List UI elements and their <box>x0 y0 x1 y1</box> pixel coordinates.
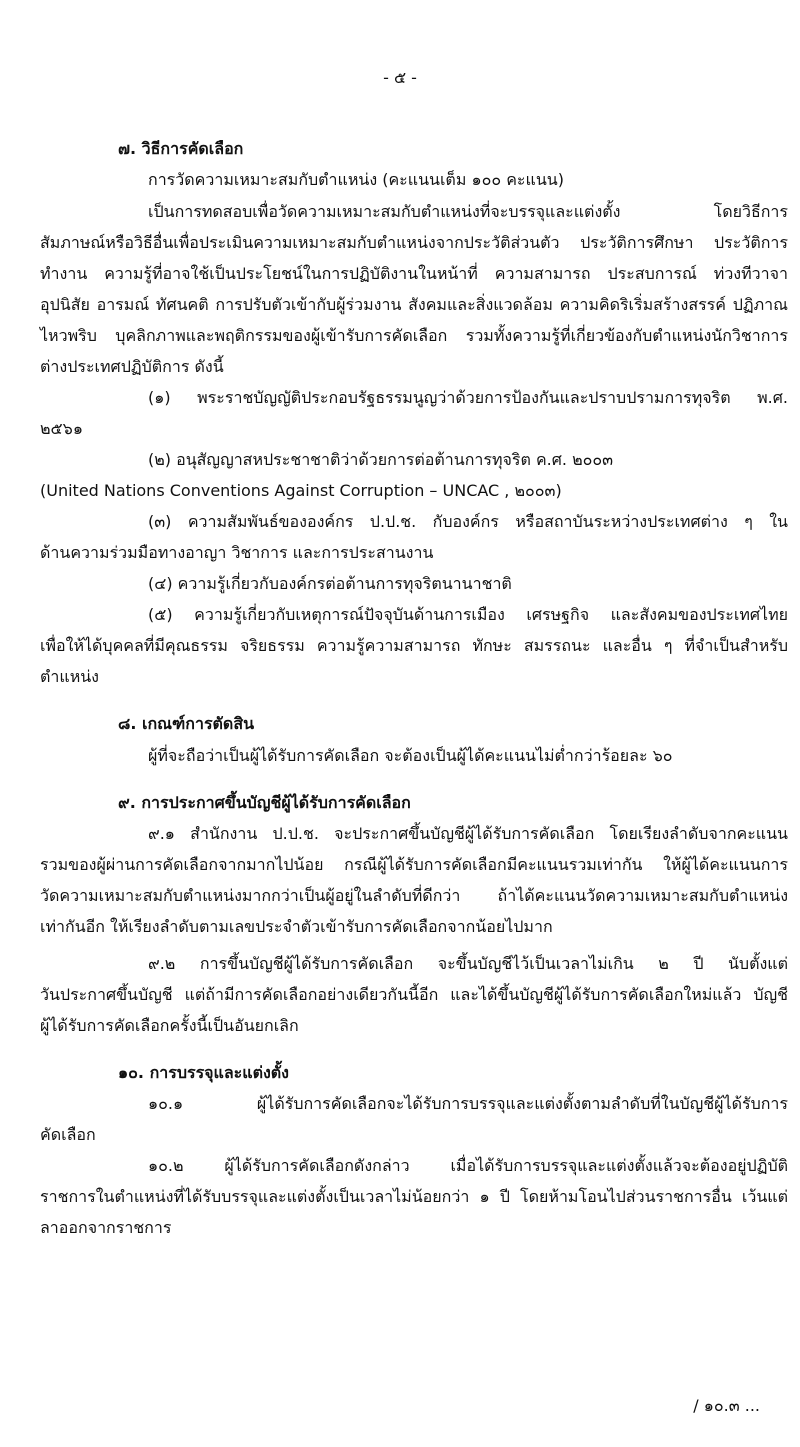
paragraph-line: ราชการในตำแหน่งที่ได้รับบรรจุและแต่งตั้งเป็นเวลาไม่น้อยกว่า ๑ ปี โดยห้ามโอนไปส่วนราชการอื่น เว้นแต่ <box>40 1187 788 1206</box>
paragraph-line: ลาออกจากราชการ <box>40 1218 172 1237</box>
list-item-3-cont: ด้านความร่วมมือทางอาญา วิชาการ และการประสานงาน <box>40 543 434 562</box>
section-10-heading: ๑๐. การบรรจุและแต่งตั้ง <box>118 1063 289 1082</box>
paragraph-line: ๑๐.๒ ผู้ได้รับการคัดเลือกดังกล่าว เมื่อได้รับการบรรจุและแต่งตั้งแล้วจะต้องอยู่ปฏิบัติ <box>148 1156 788 1175</box>
paragraph-line: คัดเลือก <box>40 1125 96 1144</box>
continuation-marker: / ๑๐.๓ ... <box>693 1396 760 1415</box>
section-7-subheading: การวัดความเหมาะสมกับตำแหน่ง (คะแนนเต็ม ๑๐๐ คะแนน) <box>148 170 564 189</box>
list-item-2-cont: (United Nations Conventions Against Corruption – UNCAC , ๒๐๐๓) <box>40 481 562 500</box>
paragraph-line: รวมของผู้ผ่านการคัดเลือกจากมากไปน้อย กรณีผู้ได้รับการคัดเลือกมีคะแนนรวมเท่ากัน ให้ผู้ได้คะแนนการ <box>40 855 788 874</box>
paragraph-line: ๙.๒ การขึ้นบัญชีผู้ได้รับการคัดเลือก จะขึ้นบัญชีไว้เป็นเวลาไม่เกิน ๒ ปี นับตั้งแต่ <box>148 954 788 973</box>
list-item-5-cont: ตำแหน่ง <box>40 667 99 686</box>
paragraph-line: ๑๐.๑ ผู้ได้รับการคัดเลือกจะได้รับการบรรจุและแต่งตั้งตามลำดับที่ในบัญชีผู้ได้รับการ <box>148 1094 788 1113</box>
paragraph-line: ทำงาน ความรู้ที่อาจใช้เป็นประโยชน์ในการปฏิบัติงานในหน้าที่ ความสามารถ ประสบการณ์ ท่วงทีวาจา <box>40 264 788 283</box>
paragraph-line: วัดความเหมาะสมกับตำแหน่งมากกว่าเป็นผู้อยู่ในลำดับที่ดีกว่า ถ้าได้คะแนนวัดความเหมาะสมกับตำแหน่ง <box>40 886 788 905</box>
list-item-5-cont: เพื่อให้ได้บุคคลที่มีคุณธรรม จริยธรรม ความรู้ความสามารถ ทักษะ สมรรถนะ และอื่น ๆ ที่จำเป็นสำหรับ <box>40 636 788 655</box>
section-8-text: ผู้ที่จะถือว่าเป็นผู้ได้รับการคัดเลือก จะต้องเป็นผู้ได้คะแนนไม่ต่ำกว่าร้อยละ ๖๐ <box>148 746 673 765</box>
section-7-heading: ๗. วิธีการคัดเลือก <box>118 139 244 158</box>
list-item-4: (๔) ความรู้เกี่ยวกับองค์กรต่อต้านการทุจริตนานาชาติ <box>148 574 512 593</box>
page-number: - ๕ - <box>383 68 417 87</box>
paragraph-line: ต่างประเทศปฏิบัติการ ดังนี้ <box>40 357 224 376</box>
list-item-1: (๑) พระราชบัญญัติประกอบรัฐธรรมนูญว่าด้วยการป้องกันและปราบปรามการทุจริต พ.ศ. <box>148 388 788 407</box>
list-item-5: (๕) ความรู้เกี่ยวกับเหตุการณ์ปัจจุบันด้านการเมือง เศรษฐกิจ และสังคมของประเทศไทย <box>148 605 788 624</box>
paragraph-line: เป็นการทดสอบเพื่อวัดความเหมาะสมกับตำแหน่งที่จะบรรจุและแต่งตั้ง โดยวิธีการ <box>148 202 788 221</box>
list-item-1-cont: ๒๕๖๑ <box>40 419 83 438</box>
paragraph-line: สัมภาษณ์หรือวิธีอื่นเพื่อประเมินความเหมาะสมกับตำแหน่งจากประวัติส่วนตัว ประวัติการศึกษา ประวัติการ <box>40 233 788 252</box>
paragraph-line: อุปนิสัย อารมณ์ ทัศนคติ การปรับตัวเข้ากับผู้ร่วมงาน สังคมและสิ่งแวดล้อม ความคิดริเริ่มสร้างสรรค์ ปฏิภาณ <box>40 295 788 314</box>
paragraph-line: เท่ากันอีก ให้เรียงลำดับตามเลขประจำตัวเข้ารับการคัดเลือกจากน้อยไปมาก <box>40 917 553 936</box>
list-item-2: (๒) อนุสัญญาสหประชาชาติว่าด้วยการต่อต้านการทุจริต ค.ศ. ๒๐๐๓ <box>148 450 614 469</box>
section-9-heading: ๙. การประกาศขึ้นบัญชีผู้ได้รับการคัดเลือก <box>118 793 411 812</box>
list-item-3: (๓) ความสัมพันธ์ขององค์กร ป.ป.ช. กับองค์กร หรือสถาบันระหว่างประเทศต่าง ๆ ใน <box>148 512 788 531</box>
paragraph-line: ไหวพริบ บุคลิกภาพและพฤติกรรมของผู้เข้ารับการคัดเลือก รวมทั้งความรู้ที่เกี่ยวข้องกับตำแหน่งนักวิชาการ <box>40 326 788 345</box>
paragraph-line: วันประกาศขึ้นบัญชี แต่ถ้ามีการคัดเลือกอย่างเดียวกันนี้อีก และได้ขึ้นบัญชีผู้ได้รับการคัดเลือกใหม่แล้ว บัญชี <box>40 985 788 1004</box>
paragraph-line: ๙.๑ สำนักงาน ป.ป.ช. จะประกาศขึ้นบัญชีผู้ได้รับการคัดเลือก โดยเรียงลำดับจากคะแนน <box>148 824 788 843</box>
section-8-heading: ๘. เกณฑ์การตัดสิน <box>118 714 255 733</box>
paragraph-line: ผู้ได้รับการคัดเลือกครั้งนี้เป็นอันยกเลิก <box>40 1016 299 1035</box>
